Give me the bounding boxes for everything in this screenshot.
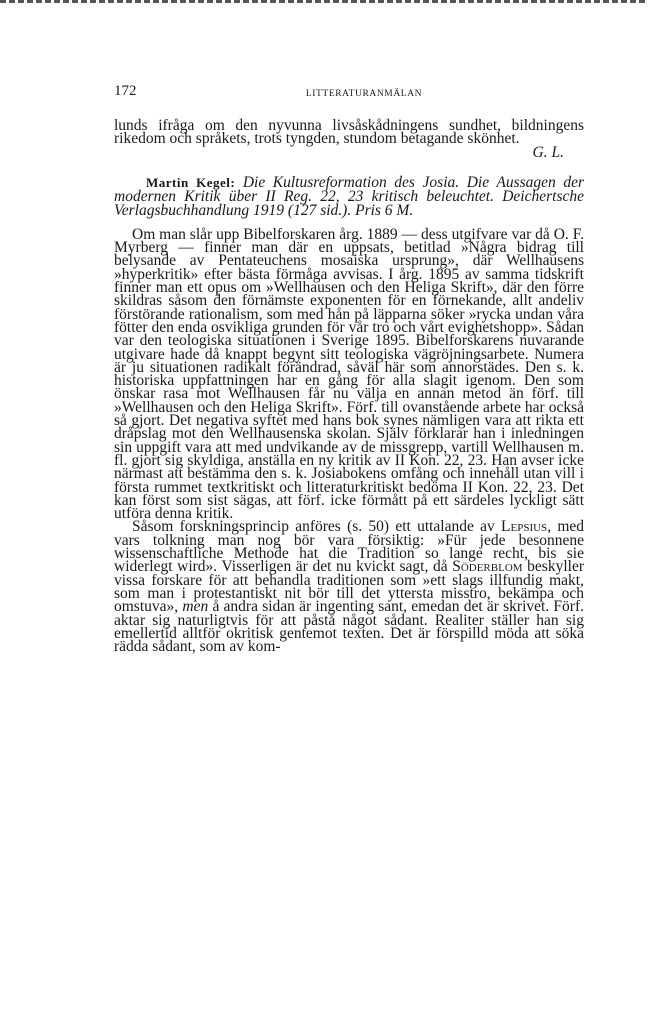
review-heading [114,173,584,219]
body-paragraph-1: Om man slår upp Bibelforskaren årg. 1889 — dess utgifvare var då O. F. Myrberg — finner man där en uppsats, betitlad »Några bidrag till belysande av Pentateuchens mosaiska ursprung», där Wellhausens »hyperkritik» efter bästa förmåga avvisas. I årg. 1895 av samma tidskrift finner man ett opus om »Wellhausen och den Heliga Skrift», där den förre skildras såsom den förnämste exponenten för en förnekande, allt andeliv förstörande rationalism, som med hån på läpparna söker »rycka undan våra fötter den enda osvikliga grunden för vår tro och vårt evighetshopp». Sådan var den teologiska situationen i Sverige 1895. Bibelforskarens nuvarande utgivare hade då knappt begynt sitt teologiska vägröjningsarbete. Numera är ju situationen radikalt förändrad, såväl här som annorstädes. Den s. k. historiska uppfattningen har en gång för alla slagit igenom. Den som önskar rasa mot Wellhausen får nu välja en annan metod än förf. till »Wellhausen och den Heliga Skrift». Förf. till ovanstående arbete har också så gjort. Det negativa syftet med hans bok synes nämligen vara att rikta ett dråpslag mot den Wellhausenska skolan. Själv förklarar han i inledningen sin uppgift vara att med undvikande av de missgrepp, vartill Wellhausen m. fl. gjort sig skyldiga, anställa en ny kritik av II Kon. 22, 23. Han avser icke närmast att bestämma den s. k. Josiabokens omfång och innehåll utan vill i första rummet textkritiskt och litteraturkritiskt bedöma II Kon. 22, 23. Det kan först som sist sägas, att förf. icke förmått på ett särdeles lyckligt sätt utföra denna kritik. [114,225,584,523]
paragraph-2-text-b: , med vars tolkning man nog bör vara försiktig: »Für jede besonnene wissenschaftliche Methode hat die Tradition so lange recht, bis sie widerlegt wird». Visserligen är det nu kvickt sagt, då [114,518,585,576]
reviewer-signature: G. L. [532,143,564,161]
book-citation: Die Kultusreformation des Josia. Die Aussagen der modernen Kritik über II Reg. 22, 23 kritisch beleuchtet. Deichertsche Verlagsbuchhandlung 1919 (127 sid.). Pris 6 M. [114,173,584,219]
page-top-border [0,0,648,3]
paragraph-2-text-c: beskyller vissa forskare för att behandla traditionen som »ett slags illfundig makt, som man i protestantiskt nit bör till det yttersta misstro, bekämpa och omstuva», [114,558,584,616]
running-head: LITTERATURANMÄLAN [305,89,423,99]
paragraph-2-text-a: Såsom forskningsprincip anföres (s. 50) ett uttalande av [132,518,502,536]
review-body [114,225,585,656]
page-number: 172 [114,83,137,99]
lepsius-name: Lepsius [501,518,548,536]
soderblom-name: Söderblom [452,558,523,576]
body-paragraph-2 [114,518,585,656]
document-page [114,80,585,656]
book-author: Martin Kegel: [146,174,236,190]
paragraph-2-text-d: å andra sidan är ingenting sant, emedan det är skrivet. Förf. aktar sig naturligtvis för att påstå något sådant. Realiter ställer han sig emellertid alltför okritisk gentemot texten. Det är förspilld möda att söka rädda sådant, som av kom- [114,598,584,656]
men-emphasis: men [182,598,209,616]
previous-review-ending: lunds ifråga om den nyvunna livsåskådningens sundhet, bildningens rikedom och språkets, trots tyngden, stundom betagande skönhet. [114,117,584,148]
page-header [114,80,584,104]
